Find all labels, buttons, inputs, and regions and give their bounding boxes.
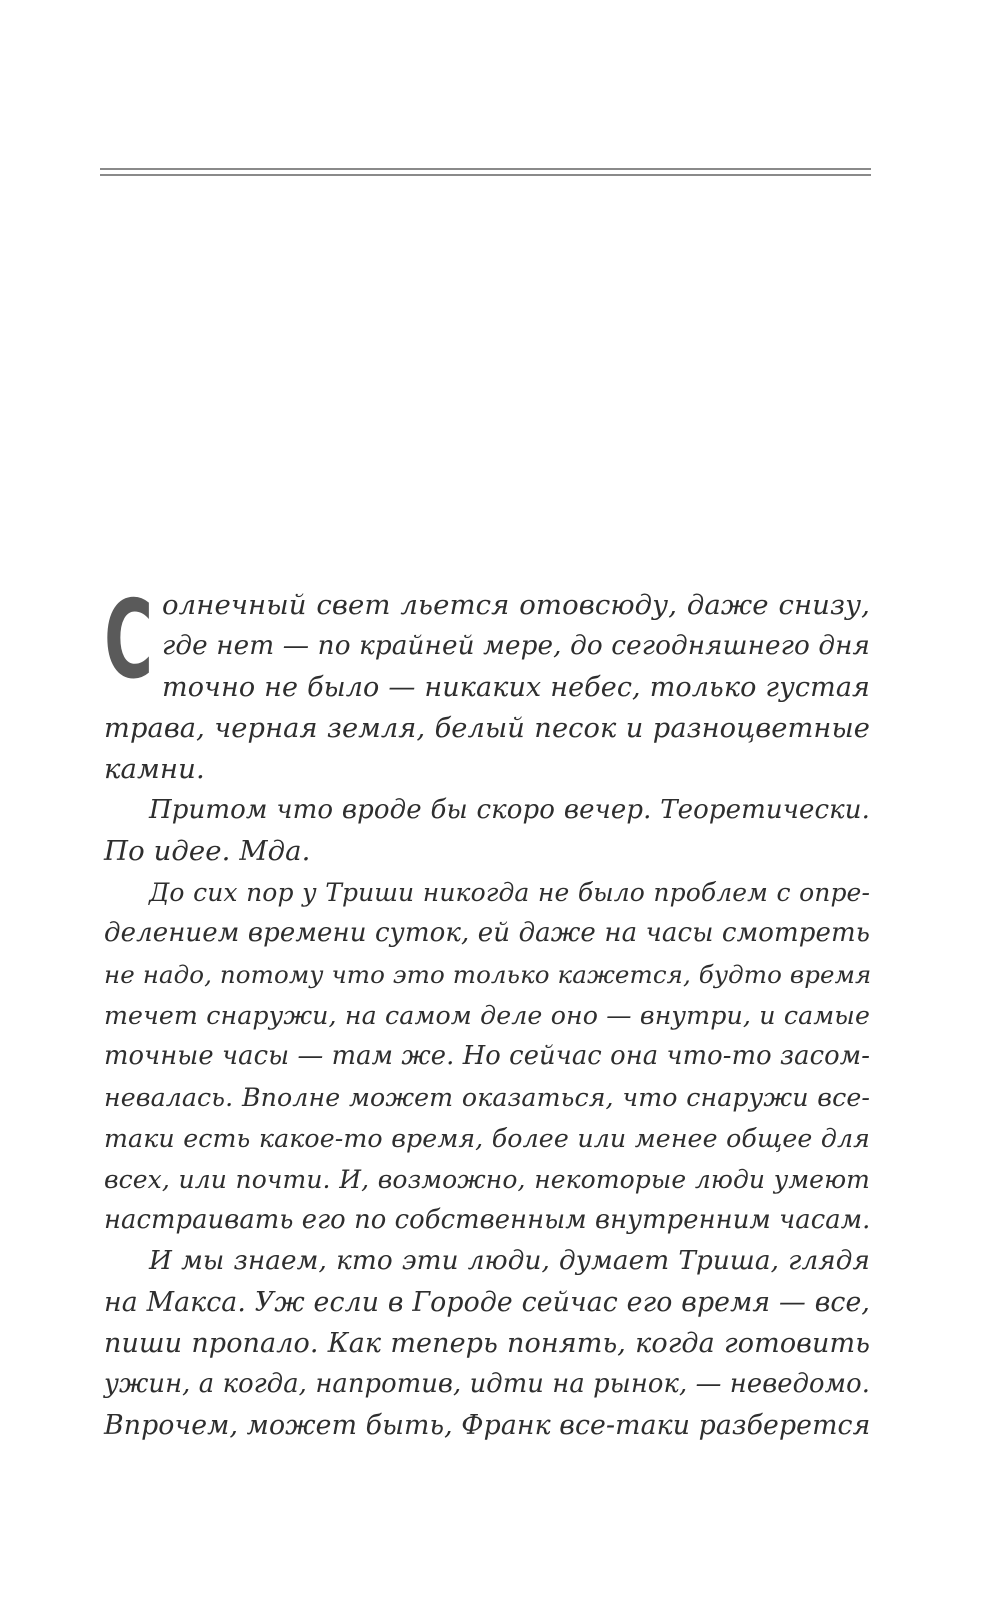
text-line: на Макса. Уж если в Городе сейчас его время — все, — [104, 1287, 870, 1318]
text-line: ужин, а когда, напротив, идти на рынок, — неведомо. — [104, 1369, 870, 1399]
text-line: олнечный свет льется отовсюду, даже снизу, — [162, 589, 870, 621]
text-line: настраивать его по собственным внутренним часам. — [104, 1205, 871, 1235]
text-line: таки есть какое-то время, более или менее общее для — [104, 1124, 870, 1153]
text-line: всех, или почти. И, возможно, некоторые люди умеют — [104, 1165, 870, 1194]
drop-cap: С — [104, 578, 154, 703]
text-line: По идее. Мда. — [104, 835, 311, 867]
text-line: трава, черная земля, белый песок и разноцветные — [104, 713, 870, 744]
text-line: камни. — [104, 753, 205, 785]
text-line: точно не было — никаких небес, только густая — [162, 672, 870, 703]
text-line: не надо, потому что это только кажется, будто время — [104, 960, 872, 989]
text-line: И мы знаем, кто эти люди, думает Триша, глядя — [149, 1246, 870, 1276]
header-rule-top — [100, 168, 871, 170]
text-line: невалась. Вполне может оказаться, что снаружи все- — [104, 1083, 870, 1112]
text-line: точные часы — там же. Но сейчас она что-то засом- — [104, 1041, 870, 1071]
text-line: течет снаружи, на самом деле оно — внутри, и самые — [104, 1001, 870, 1030]
text-line: До сих пор у Триши никогда не было проблем с опре- — [149, 878, 870, 907]
text-line: Впрочем, может быть, Франк все-таки разберется — [104, 1410, 871, 1441]
text-line: где нет — по крайней мере, до сегодняшнего дня — [162, 631, 870, 661]
body-text — [104, 578, 872, 1446]
text-line: пиши пропало. Как теперь понять, когда готовить — [104, 1328, 870, 1359]
header-rule-bottom — [100, 174, 871, 176]
text-line: делением времени суток, ей даже на часы смотреть — [104, 918, 870, 948]
text-line: Притом что вроде бы скоро вечер. Теоретически. — [149, 795, 870, 825]
